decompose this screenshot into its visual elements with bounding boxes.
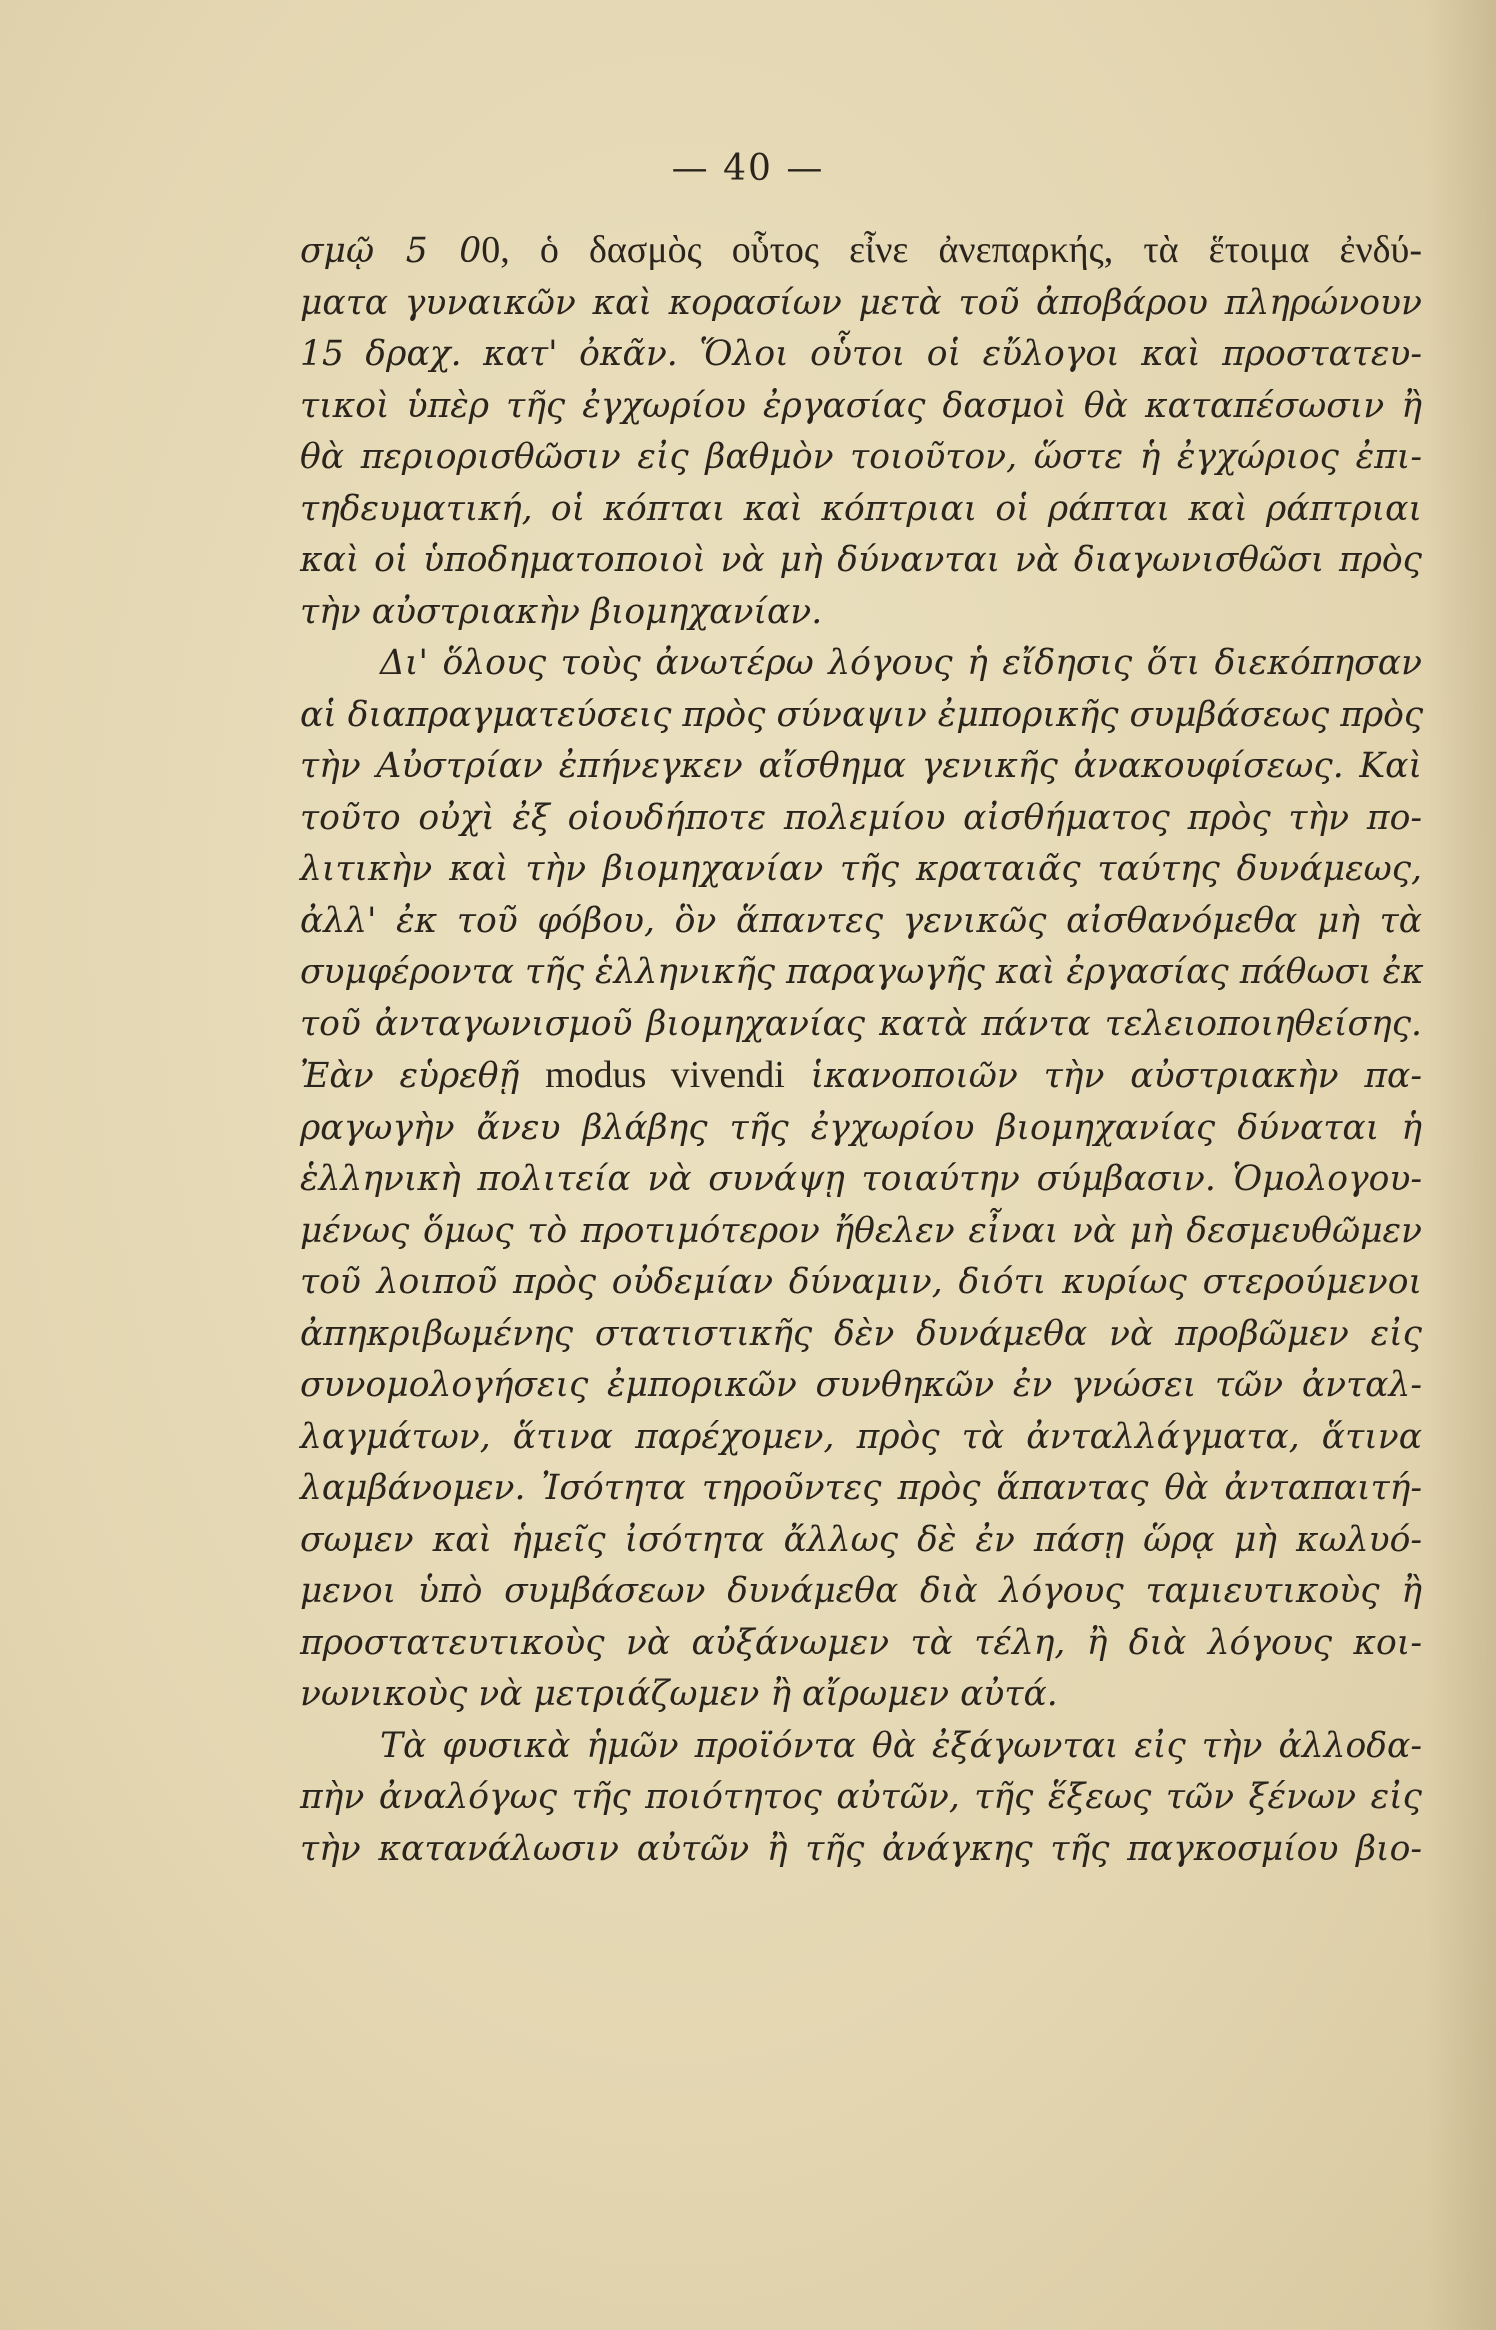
text-line: προστατευτικοὺς νὰ αὐξάνωμεν τὰ τέλη, ἢ διὰ λόγους κοι-: [300, 1622, 1422, 1663]
text-line: τοῦ ἀνταγωνισμοῦ βιομηχανίας κατὰ πάντα τελειοποιηθείσης.: [300, 1003, 1422, 1044]
text-segment: ἱκανοποιῶν τὴν αὐστριακὴν πα-: [784, 1056, 1423, 1096]
text-line: αἱ διαπραγματεύσεις πρὸς σύναψιν ἐμπορικῆς συμβάσεως πρὸς: [300, 694, 1424, 735]
text-line: ἑλληνικὴ πολιτεία νὰ συνάψῃ τοιαύτην σύμβασιν. Ὁμολογου-: [300, 1159, 1422, 1199]
text-line: θὰ περιορισθῶσιν εἰς βαθμὸν τοιοῦτον, ὥστε ἡ ἐγχώριος ἐπι-: [300, 437, 1422, 477]
text-line: τηδευματική, οἱ κόπται καὶ κόπτριαι οἱ ράπται καὶ ράπτριαι: [300, 488, 1422, 529]
text-segment: σμῷ 5 0: [300, 231, 482, 271]
latin-phrase: 0, ὁ δασμὸς οὗτος εἶνε ἀνεπαρκής, τὰ ἕτοιμα ἐνδύ-: [481, 229, 1422, 271]
text-line: Τὰ φυσικὰ ἡμῶν προϊόντα θὰ ἐξάγωνται εἰς τὴν ἀλλοδα-: [380, 1725, 1422, 1766]
text-line: νωνικοὺς νὰ μετριάζωμεν ἢ αἴρωμεν αὐτά.: [300, 1674, 1058, 1714]
text-line: μενοι ὑπὸ συμβάσεων δυνάμεθα διὰ λόγους ταμιευτικοὺς ἢ: [300, 1571, 1422, 1611]
text-line: πὴν ἀναλόγως τῆς ποιότητος αὐτῶν, τῆς ἕξεως τῶν ξένων εἰς: [300, 1777, 1422, 1817]
latin-phrase: modus vivendi: [545, 1054, 785, 1096]
text-line: σωμεν καὶ ἡμεῖς ἰσότητα ἄλλως δὲ ἐν πάσῃ ὥρᾳ μὴ κωλυό-: [300, 1519, 1422, 1560]
page-edge-shadow: [1426, 0, 1496, 2330]
page-number: — 40 —: [671, 148, 825, 189]
text-segment: Ἐὰν εὑρεθῇ: [300, 1056, 546, 1096]
text-line: ραγωγὴν ἄνευ βλάβης τῆς ἐγχωρίου βιομηχανίας δύναται ἡ: [300, 1107, 1422, 1148]
text-line: ἀλλ' ἐκ τοῦ φόβου, ὃν ἅπαντες γενικῶς αἰσθανόμεθα μὴ τὰ: [300, 900, 1422, 941]
text-line: ἀπηκριβωμένης στατιστικῆς δὲν δυνάμεθα νὰ προβῶμεν εἰς: [300, 1313, 1422, 1354]
text-line: τικοὶ ὑπὲρ τῆς ἐγχωρίου ἐργασίας δασμοὶ θὰ καταπέσωσιν ἢ: [300, 385, 1422, 426]
text-line: λαμβάνομεν. Ἰσότητα τηροῦντες πρὸς ἅπαντας θὰ ἀνταπαιτή-: [300, 1468, 1422, 1508]
text-line: 15 δραχ. κατ' ὀκᾶν. Ὅλοι οὗτοι οἱ εὔλογοι καὶ προστατευ-: [300, 334, 1422, 374]
body-text: [300, 225, 1422, 1875]
text-line: λιτικὴν καὶ τὴν βιομηχανίαν τῆς κραταιᾶς ταύτης δυνάμεως,: [300, 849, 1422, 889]
text-line: [300, 1050, 1422, 1103]
text-line: λαγμάτων, ἅτινα παρέχομεν, πρὸς τὰ ἀνταλλάγματα, ἅτινα: [300, 1416, 1422, 1457]
text-line: τοῦ λοιποῦ πρὸς οὐδεμίαν δύναμιν, διότι κυρίως στερούμενοι: [300, 1262, 1422, 1302]
text-line: τοῦτο οὐχὶ ἐξ οἱουδήποτε πολεμίου αἰσθήματος πρὸς τὴν πο-: [300, 797, 1422, 838]
text-line: μένως ὅμως τὸ προτιμότερον ἤθελεν εἶναι νὰ μὴ δεσμευθῶμεν: [300, 1210, 1422, 1251]
text-line: [300, 225, 1422, 278]
text-line: ματα γυναικῶν καὶ κορασίων μετὰ τοῦ ἀποβάρου πληρώνουν: [300, 282, 1422, 323]
text-line: συνομολογήσεις ἐμπορικῶν συνθηκῶν ἐν γνώσει τῶν ἀνταλ-: [300, 1365, 1422, 1405]
text-line: καὶ οἱ ὑποδηματοποιοὶ νὰ μὴ δύνανται νὰ διαγωνισθῶσι πρὸς: [300, 540, 1422, 580]
text-line: τὴν Αὐστρίαν ἐπήνεγκεν αἴσθημα γενικῆς ἀνακουφίσεως. Καὶ: [300, 746, 1422, 786]
text-line: συμφέροντα τῆς ἑλληνικῆς παραγωγῆς καὶ ἐργασίας πάθωσι ἐκ: [300, 952, 1424, 992]
text-line: Δι' ὅλους τοὺς ἀνωτέρω λόγους ἡ εἴδησις ὅτι διεκόπησαν: [380, 643, 1422, 683]
text-line: τὴν κατανάλωσιν αὐτῶν ἢ τῆς ἀνάγκης τῆς παγκοσμίου βιο-: [300, 1828, 1422, 1869]
text-line: τὴν αὐστριακὴν βιομηχανίαν.: [300, 591, 823, 632]
